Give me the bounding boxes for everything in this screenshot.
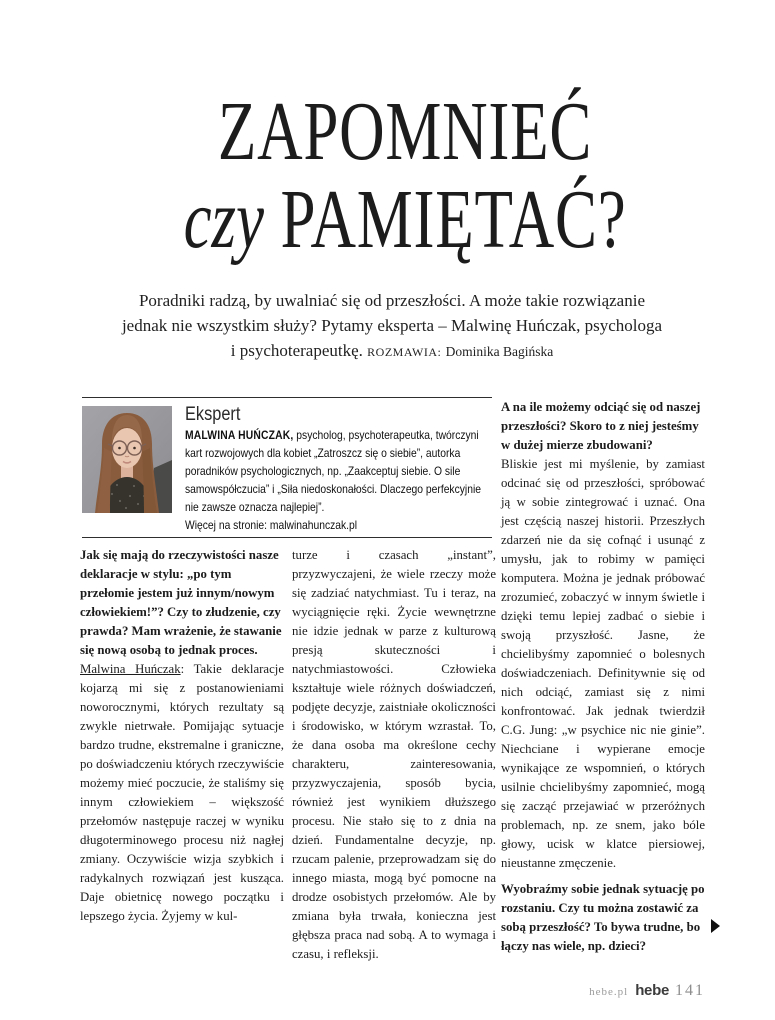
body-column-1 [80,546,284,926]
title-line-2-italic: czy [183,173,265,266]
expert-website: Więcej na stronie: malwinahunczak.pl [185,518,358,532]
answer-1-text: : Takie deklaracje kojarzą mi się z postanowieniami noworocznymi, których rezultaty są zwykle nietrwałe. Pomijając sytuacje bardzo trudne, ekstremalne i graniczne, po doświadczeniu których rzeczywiście możemy mieć poczucie, że staliśmy się innym człowiekiem – większość przełomów następuje raczej w wyniku długoterminowego procesu niż nagłej zmiany. Oczywiście wizja szybkich i radykalnych rozwiązań jest kusząca. Daje obietnicę nowego początku i lepszego życia. Żyjemy w kul- [80,662,285,923]
answer-speaker-name: Malwina Huńczak [80,662,181,676]
interview-question-3: Wyobraźmy sobie jednak sytuację po rozstaniu. Czy tu można zostawić za sobą przeszłość? To bywa trudne, bo łączy nas wiele, np. dzieci? [501,882,705,953]
expert-photo [82,406,172,513]
body-column-3 [501,398,705,956]
next-page-arrow-icon [711,919,720,933]
lede-line-1: Poradniki radzą, by uwalniać się od przeszłości. A może takie rozwiązanie [138,291,646,310]
lede-line-2: jednak nie wszystkim służy? Pytamy eksperta – Malwinę Huńczak, psychologa [121,316,663,335]
title-line-2-rest: PAMIĘTAĆ? [280,173,627,266]
expert-name: MALWINA HUŃCZAK, [185,428,294,442]
footer-website: hebe.pl [589,986,629,998]
expert-bio [185,426,492,516]
body-column-2 [292,546,496,964]
interview-answer-2: Bliskie jest mi myślenie, by zamiast odcinać się od przeszłości, spróbować ją w sobie zintegrować i uznać. Ona jest częścią naszej historii. Przeszłych zdarzeń nie da się cofnąć i usunąć z umysłu, jak to robimy w pamięci komputera. Można je jednak próbować zrozumieć, zobaczyć w innym świetle i dzięki temu lepiej zadbać o siebie i swoją przyszłość. Jasne, że chcielibyśmy zapomnieć o bolesnych doświadczeniach. Definitywnie się od nich odciąć, zamiast się z nimi konfrontować. Jak jednak twierdził C.G. Jung: „w psychice nic nie ginie”. Niechciane i wypierane emocje wynikające ze wspomnień, o których usilnie chcielibyśmy zapomnieć, mogą się zacząć przejawiać w przeróżnych problemach, np. ze snem, jako bóle głowy, ucisk w klatce piersiowej, nieustanne zmęczenie. [501,457,705,870]
byline-name: Dominika Bagińska [445,344,554,359]
article-lede [67,288,717,365]
interview-answer-1 [80,660,284,926]
interview-question-1: Jak się mają do rzeczywistości nasze deklaracje w stylu: „po tym przełomie jestem już innym/nowym człowiekiem!”? Czy to złudzenie, czy prawda? Mam wrażenie, że stawanie się nową osobą to jednak proces. [80,548,282,657]
page-number: 141 [675,982,705,999]
article-title [35,85,775,266]
page-footer [540,982,705,1000]
title-line-2 [128,173,683,266]
lede-line-3-text: i psychoterapeutkę. [230,341,363,360]
expert-text [185,403,492,534]
answer-1-continued: turze i czasach „instant”, przyzwyczajeni, że wiele rzeczy może się zadziać natychmiast. Tu i teraz, na wyciągnięcie ręki. Życie wewnętrzne nie idzie jednak w parze z kulturową presją skuteczności i natychmiastowości. Człowieka kształtuje wiele różnych doświadczeń, podjęte decyzje, zaistniałe okoliczności i środowisko, w którym wzrastał. To, że dana osoba ma określone cechy charakteru, zainteresowania, przyzwyczajenia, sposób bycia, również jest wynikiem dłuższego procesu. Nie stało się to z dnia na dzień. Fundamentalne decyzje, np. rzucam palenie, przeprowadzam się do innego miasta, mogą być pomocne na drodze osobistych przełomów. Ale by zmiana była trwała, konieczna jest głębsza praca nad sobą. A to wymaga i czasu, i refleksji. [292,548,496,961]
interview-question-2: A na ile możemy odciąć się od naszej przeszłości? Skoro to z niej jesteśmy w dużej mierze zbudowani? [501,400,701,452]
expert-bio-text: psycholog, psychoterapeutka, twórczyni kart rozwojowych dla kobiet „Zatroszcz się o siebie”, autorka poradników psychologicznych, np. „Zaakceptuj siebie. O sile samowspółczucia” i „Siła niedoskonałości. Dlaczego perfekcyjnie nie zawsze oznacza najlepiej”. [185,428,481,514]
hebe-logo: hebe [635,982,669,999]
expert-box [82,397,492,538]
title-line-1: ZAPOMNIEĆ [217,85,593,178]
byline-label: ROZMAWIA: [367,345,442,359]
lede-line-3 [67,338,717,365]
expert-heading: Ekspert [185,404,241,425]
